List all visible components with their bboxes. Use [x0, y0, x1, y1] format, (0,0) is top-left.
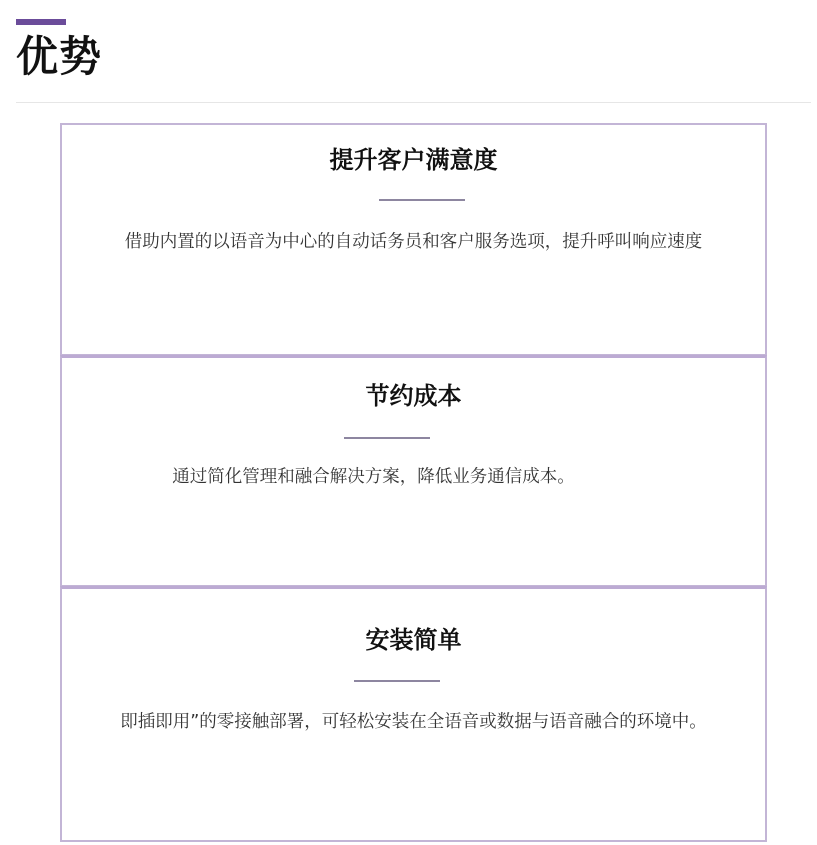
page-title: 优势 — [16, 32, 103, 81]
card-divider — [344, 437, 430, 439]
advantage-card-customer-satisfaction — [60, 123, 767, 356]
card-description: 借助内置的以语音为中心的自动话务员和客户服务选项，提升呼叫响应速度 — [124, 232, 703, 252]
card-description: 即插即用”的零接触部署，可轻松安装在全语音或数据与语音融合的环境中。 — [120, 712, 707, 732]
title-divider — [16, 102, 811, 103]
card-description: 通过简化管理和融合解决方案，降低业务通信成本。 — [172, 467, 575, 487]
title-accent-bar — [16, 19, 66, 25]
advantage-card-easy-install — [60, 586, 767, 842]
card-divider — [354, 680, 440, 682]
card-title: 节约成本 — [365, 382, 462, 410]
card-divider — [379, 199, 465, 201]
card-title: 提升客户满意度 — [329, 146, 498, 174]
advantages-list — [60, 123, 767, 842]
card-title: 安装简单 — [365, 626, 462, 654]
advantage-card-cost-saving — [60, 355, 767, 587]
